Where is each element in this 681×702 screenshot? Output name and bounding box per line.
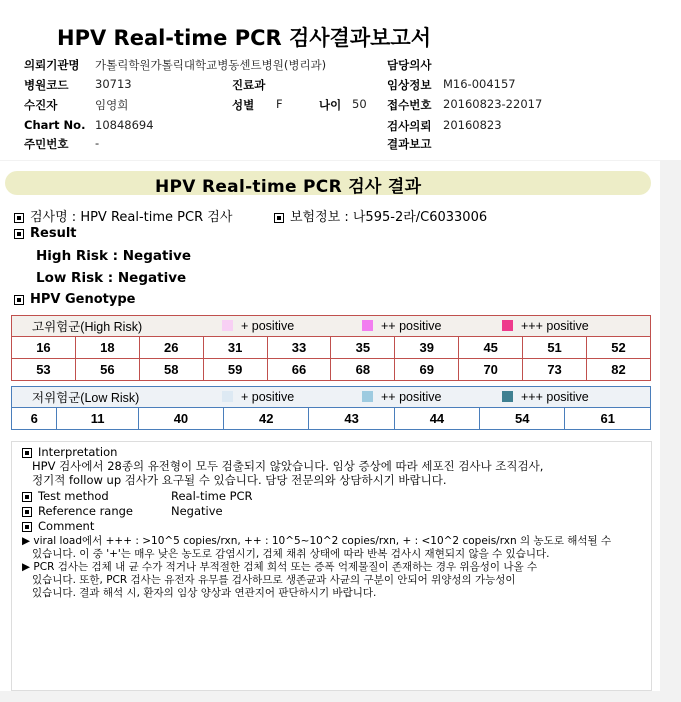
resident-no-value: - [95,136,100,150]
genotype-cell: 42 [224,408,309,430]
result-banner [5,171,651,195]
low-risk-header [12,387,651,408]
legend-swatch [222,391,233,402]
genotype-cell: 43 [309,408,394,430]
legend-swatch [502,391,513,402]
comment-heading: Comment [22,520,94,533]
clinical-info-value: M16-004157 [443,77,516,91]
genotype-cell: 68 [331,359,395,381]
test-method-label: Test method [38,489,109,503]
comment-line-1a: ▶ viral load에서 +++ : >10^5 copies/rxn, ++ : 10^5~10^2 copies/rxn, + : <10^2 copeis/rxn 의 농도로 해석될 수 [22,535,612,547]
legend-swatch [222,320,233,331]
result-section [14,226,77,241]
department-label: 진료과 [232,78,266,92]
checkbox-square-icon [22,507,32,517]
age-label: 나이 [319,98,342,112]
genotype-cell: 26 [139,337,203,359]
low-risk-result: Low Risk : Negative [36,270,187,286]
reference-range-label: Reference range [38,504,134,518]
high-risk-table [11,315,651,381]
legend-plus-plus: ++ positive [362,319,441,333]
genotype-cell: 54 [480,408,565,430]
clinical-info-label: 임상정보 [387,78,432,92]
sex-label: 성별 [232,98,255,112]
legend-plus-plus-plus: +++ positive [502,319,589,333]
genotype-cell: 66 [267,359,331,381]
sex-value: F [276,97,283,111]
interpretation-text-1: HPV 검사에서 28종의 유전형이 모두 검출되지 않았습니다. 임상 증상에 따라 세포진 검사나 조직검사, [32,459,544,473]
comment-line-2c: 있습니다. 결과 해석 시, 환자의 임상 양상과 연관지어 판단하시기 바랍니다. [32,587,377,599]
requesting-org-value: 가톨릭학원가톨릭대학교병동센트병원(병리과) [95,58,327,72]
genotype-cell: 53 [12,359,76,381]
checkbox-square-icon [22,492,32,502]
genotype-cell: 52 [587,337,651,359]
legend-swatch [502,320,513,331]
checkbox-square-icon [274,213,284,223]
legend-plus: + positive [222,390,294,404]
genotype-cell: 45 [459,337,523,359]
hospital-code-value: 30713 [95,77,132,91]
resident-no-label: 주민번호 [24,137,69,151]
chart-no-label: Chart No. [24,118,86,132]
patient-value: 임영희 [95,98,129,112]
genotype-cell: 58 [139,359,203,381]
doctor-label: 담당의사 [387,58,432,72]
genotype-cell: 16 [12,337,76,359]
genotype-cell: 82 [587,359,651,381]
hospital-code-label: 병원코드 [24,78,69,92]
receipt-no-label: 접수번호 [387,98,432,112]
requesting-org-label: 의뢰기관명 [24,58,80,72]
genotype-heading: HPV Genotype [30,292,136,307]
comment-line-1b: 있습니다. 이 중 '+'는 매우 낮은 농도로 감염시기, 검체 채취 상태에 따라 반복 검사시 재현되지 않을 수 있습니다. [32,548,550,560]
checkbox-square-icon [22,448,32,458]
legend-swatch [362,320,373,331]
reference-range-line [22,505,133,518]
high-risk-label: 고위험군(High Risk) [32,320,143,334]
genotype-cell: 33 [267,337,331,359]
genotype-cell: 40 [138,408,223,430]
high-risk-result: High Risk : Negative [36,248,191,264]
receipt-no-value: 20160823-22017 [443,97,543,111]
high-risk-header-row [12,316,651,337]
test-name: 검사명 : HPV Real-time PCR 검사 [30,210,233,225]
legend-swatch [362,391,373,402]
table-row [12,337,651,359]
test-name-line [14,206,232,225]
genotype-cell: 70 [459,359,523,381]
genotype-cell: 11 [57,408,138,430]
genotype-cell: 39 [395,337,459,359]
request-date-value: 20160823 [443,118,502,132]
table-row [12,408,651,430]
genotype-cell: 59 [203,359,267,381]
legend-plus-plus-plus: +++ positive [502,390,589,404]
genotype-cell: 51 [523,337,587,359]
age-value: 50 [352,97,367,111]
reference-range-value: Negative [171,504,223,518]
insurance-info: 보험정보 : 나595-2라/C6033006 [290,210,488,225]
chart-no-value: 10848694 [95,118,154,132]
high-risk-header [12,316,651,337]
table-row [12,359,651,381]
legend-plus: + positive [222,319,294,333]
insurance-line [274,206,487,225]
checkbox-square-icon [14,213,24,223]
banner-title: HPV Real-time PCR 검사 결과 [155,177,422,197]
request-date-label: 검사의뢰 [387,119,432,133]
low-risk-table [11,386,651,430]
genotype-cell: 61 [565,408,651,430]
comment-line-2a: ▶ PCR 검사는 검체 내 균 수가 적거나 부적절한 검체 희석 또는 증폭 억제물질이 존재하는 경우 위음성이 나올 수 [22,561,538,573]
genotype-cell: 44 [394,408,479,430]
genotype-cell: 69 [395,359,459,381]
genotype-cell: 35 [331,337,395,359]
report-header-area [0,0,681,160]
genotype-cell: 6 [12,408,57,430]
checkbox-square-icon [14,229,24,239]
low-risk-label: 저위험군(Low Risk) [32,391,140,405]
checkbox-square-icon [14,295,24,305]
comment-line-2b: 있습니다. 또한, PCR 검사는 유전자 유무를 검사하므로 생존균과 사균의 구분이 안되어 위양성의 가능성이 [32,574,516,586]
result-heading: Result [30,226,77,241]
interpretation-text-2: 정기적 follow up 검사가 요구될 수 있습니다. 담당 전문의와 상담하시기 바랍니다. [32,473,447,487]
genotype-cell: 56 [75,359,139,381]
interpretation-heading: Interpretation [22,446,117,459]
result-report-label: 결과보고 [387,137,432,151]
genotype-section [14,292,135,307]
report-title: HPV Real-time PCR 검사결과보고서 [57,26,431,50]
genotype-cell: 73 [523,359,587,381]
test-method-line [22,490,109,503]
genotype-cell: 18 [75,337,139,359]
low-risk-header-row [12,387,651,408]
checkbox-square-icon [22,522,32,532]
legend-plus-plus: ++ positive [362,390,441,404]
test-method-value: Real-time PCR [171,489,253,503]
genotype-cell: 31 [203,337,267,359]
patient-label: 수진자 [24,98,58,112]
